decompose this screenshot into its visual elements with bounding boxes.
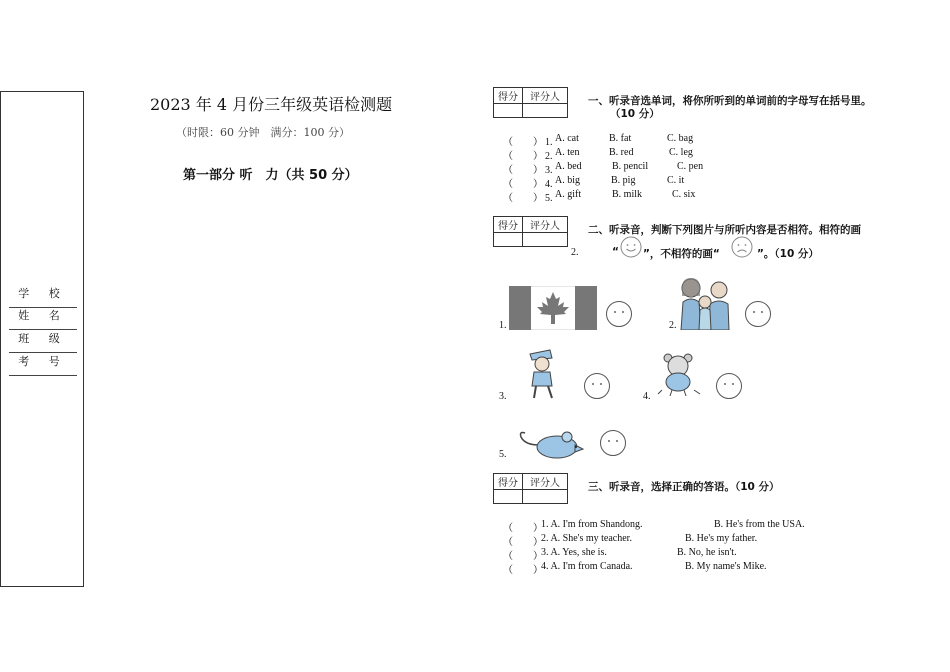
score-cell[interactable] [494, 233, 523, 247]
section3-heading: 三、听录音，选择正确的答语。（10 分） [588, 481, 780, 493]
school-label: 学 校 [18, 287, 68, 300]
option-a: A. gift [555, 189, 582, 200]
answer-blank[interactable]: （ ） [503, 193, 543, 204]
option-b: B. red [609, 147, 634, 158]
answer-blank[interactable]: （ ） [503, 137, 543, 148]
quote-mid: ”，不相符的画“ [643, 248, 720, 260]
answer-face[interactable] [716, 373, 742, 399]
number-label: 考 号 [18, 355, 68, 368]
pic-number: 1. [499, 320, 507, 331]
option-a: A. big [555, 175, 580, 186]
name-label: 姓 名 [18, 309, 68, 322]
option-a: 2. A. She's my teacher. [541, 533, 632, 544]
grader-cell[interactable] [523, 233, 568, 247]
family-icon [677, 276, 735, 330]
score-table [493, 216, 568, 247]
score-label: 得分 [494, 88, 523, 104]
option-a: A. ten [555, 147, 580, 158]
answer-blank[interactable]: （ ） [503, 151, 543, 162]
quote-open: “ [612, 246, 619, 258]
part-heading: 第一部分 听 力（共 50 分） [183, 168, 358, 183]
item-number: 3. [545, 165, 553, 176]
list-item [503, 147, 553, 162]
option-b: B. No, he isn't. [677, 547, 737, 558]
answer-blank[interactable]: （ ） [503, 179, 543, 190]
option-c: C. six [672, 189, 696, 200]
item-number: 2. [545, 151, 553, 162]
answer-blank[interactable]: （ ） [503, 551, 543, 562]
page-title: 2023 年 4 月份三年级英语检测题 [150, 95, 393, 114]
class-label: 班 级 [18, 332, 68, 345]
list-item [503, 189, 553, 204]
smile-face-icon [620, 236, 642, 258]
option-a: A. bed [555, 161, 582, 172]
section1-points: （10 分） [610, 108, 660, 120]
option-b: B. He's from the USA. [714, 519, 805, 530]
grader-label: 评分人 [523, 217, 568, 233]
score-table [493, 473, 568, 504]
item-number: 4. [545, 179, 553, 190]
answer-face[interactable] [606, 301, 632, 327]
student-info-box [0, 91, 84, 587]
quote-end: ”。（10 分） [757, 248, 819, 260]
girl-with-cap-icon [522, 344, 562, 400]
option-b: B. pencil [612, 161, 649, 172]
option-a: A. cat [555, 133, 579, 144]
list-item [503, 133, 553, 148]
grader-cell[interactable] [523, 490, 568, 504]
answer-blank[interactable]: （ ） [503, 165, 543, 176]
item-number: 5. [545, 193, 553, 204]
pic-number: 5. [499, 449, 507, 460]
option-c: C. it [667, 175, 685, 186]
answer-face[interactable] [745, 301, 771, 327]
frown-face-icon [731, 236, 753, 258]
answer-face[interactable] [584, 373, 610, 399]
grader-label: 评分人 [523, 88, 568, 104]
option-a: 4. A. I'm from Canada. [541, 561, 633, 572]
item-number: 1. [545, 137, 553, 148]
pic-number: 4. [643, 391, 651, 402]
grader-cell[interactable] [523, 104, 568, 118]
option-b: B. He's my father. [685, 533, 758, 544]
divider [9, 375, 77, 376]
score-label: 得分 [494, 217, 523, 233]
option-a: 1. A. I'm from Shandong. [541, 519, 643, 530]
score-table [493, 87, 568, 118]
score-cell[interactable] [494, 490, 523, 504]
pic-number: 3. [499, 391, 507, 402]
grader-label: 评分人 [523, 474, 568, 490]
mouse-icon [515, 427, 585, 461]
answer-blank[interactable]: （ ） [503, 565, 543, 576]
option-b: B. pig [611, 175, 636, 186]
option-c: C. leg [669, 147, 693, 158]
option-b: B. milk [612, 189, 643, 200]
list-item [503, 175, 553, 190]
section2-heading: 二、听录音，判断下列图片与所听内容是否相符。相符的画 [588, 224, 861, 236]
option-c: C. pen [677, 161, 704, 172]
list-item [503, 161, 553, 176]
option-b: B. fat [609, 133, 632, 144]
answer-face[interactable] [600, 430, 626, 456]
canada-flag-icon [509, 286, 597, 330]
pic-number: 2. [669, 320, 677, 331]
section1-heading: 一、听录音选单词，将你所听到的单词前的字母写在括号里。 [588, 95, 872, 107]
stray-number: 2. [571, 247, 579, 258]
option-b: B. My name's Mike. [685, 561, 767, 572]
option-c: C. bag [667, 133, 694, 144]
answer-blank[interactable]: （ ） [503, 523, 543, 534]
option-a: 3. A. Yes, she is. [541, 547, 607, 558]
bear-icon [656, 350, 702, 396]
page-subtitle: （时限：60 分钟 满分：100 分） [176, 126, 350, 139]
score-cell[interactable] [494, 104, 523, 118]
score-label: 得分 [494, 474, 523, 490]
answer-blank[interactable]: （ ） [503, 537, 543, 548]
